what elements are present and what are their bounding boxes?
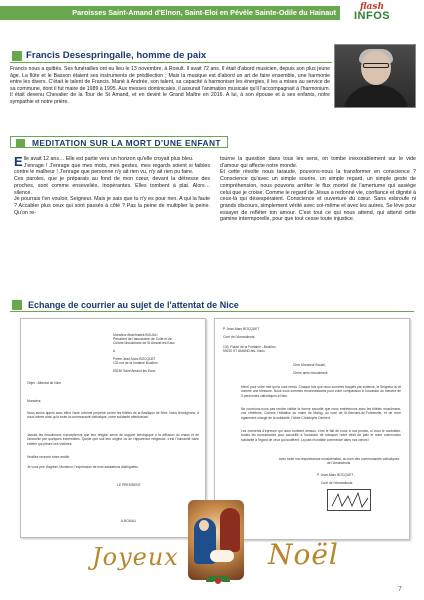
signature-role: LE PRESIDENT	[117, 483, 141, 487]
recipient-line: 59230 Saint Amand les Eaux	[113, 369, 156, 373]
logo-flash-word: flash	[360, 2, 384, 12]
letter-paragraph: Veuillez recevoir notre amitié.	[27, 455, 71, 459]
letter-paragraph: Jamais les musulmans n'accepteront que leur religion serve de support idéologique à la diffusion du chaos et de l'anarchie par quelques extrémistes. Quelle que soit leur origine ou de l'apparence religieuse, c'est l'humanité toute entière qui pleure ces victimes.	[27, 433, 199, 446]
sender-line: P. Jean-Marc BOCQUET	[223, 327, 260, 331]
nativity-joseph	[220, 508, 240, 552]
logo-infos-word: INFOS	[354, 10, 391, 22]
meditation-right-column	[220, 156, 416, 223]
nativity-image	[188, 500, 244, 580]
letter-paragraph: Nous avons appris avec effroi l'acte criminel perpétré contre les fidèles de la Basilique de Nice. Nous témoignons, à vous-même ainsi qu'à toute la communauté catholique, notre solidarité affectueuse.	[27, 411, 199, 420]
section3-underline	[10, 311, 414, 312]
photo-shoulders	[343, 85, 409, 108]
recipient-line: Prêtre Jean-Marc BOCQUET	[113, 357, 156, 361]
signature-role: Curé de l'Amandinois.	[321, 481, 354, 485]
letter-closing: Avec toute ma respectueuse considération, au nom des communautés catholiques de l'Amandinois.	[278, 457, 400, 466]
letter-greeting: Chers amis musulmans,	[293, 371, 329, 375]
meditation-left-column	[14, 156, 210, 216]
letter-paragraph: Merci pour votre mot qui te sont rendu. Chaque fois que nous sommes frappés par violence, le Seigneur la vit comme une blessure. Nous vous sommes reconnaissants pour votre compassion à l'occasion du meurtre de 3 personnes catholiques à Nice.	[241, 385, 401, 398]
sender-line: Monsieur Abdelmalek BOUALI	[113, 333, 158, 337]
signature-name: P. Jean-Marc BOCQUET ,	[317, 473, 356, 477]
section3-square-icon	[12, 300, 22, 310]
meditation-paragraph: Et cette révolte nous taraude, pouvons-nous la transformer en conscience ? Conscience qu'avec un simple sourire, un simple regard, un simple geste de compréhension, nous pouvons arrêter le flux mortel de l'amertume qui assiège celui que je croise. Comme le regard de Jésus a redonné vie, confiance et dignité à ceux-là qui désespéraient. Conscience et ouverture du cœur. Sans esbroufe ni grands discours, simplement vérité avec soi-même et avec les autres. Se lève pour essayer de refléter ton amour. C'est tout ce qui nous attend, qui attend cette gamine intermporelle, pour que tout cesse toute injustice.	[220, 169, 416, 223]
meditation-paragraph: Ces paroles, que je préparais au fond de mon cœur, devant la détresse des proches, sont comme enseveliés, inopérantes. Elles tombent à plat. Alors… silence.	[14, 176, 210, 196]
meditation-paragraph: tourne la question dans tous les sens, on tombe inexorablement sur le vide d'amour qui affecte notre monde.	[220, 156, 416, 169]
section1-title: Francis Desespringalle, homme de paix	[26, 50, 207, 61]
header-title: Paroisses Saint-Amand d'Elnon, Saint-Eloi en Pévèle Sainte-Odile du Hainaut	[72, 8, 336, 17]
holly-icon	[206, 574, 230, 586]
letter-to: A	[113, 349, 116, 353]
section3-title: Echange de courrier au sujet de l'attentat de Nice	[28, 300, 239, 310]
letter-paragraph: Les moments d'épreuve qui nous tombent dessus, c'est le fait de nous à nos jeunes, si vous le souhaitez, toutes les musulmanes pour accueillir à l'occasion de manquer notre désir de paix et notre communion solidarité à l'égard de ceux qui souffrent. La paix mondiale commence dans nos cœurs !	[241, 429, 401, 442]
holly-berry	[215, 578, 221, 584]
letter-paragraph: Ne pourrions-nous pas rendre visible la bonne sécurité que nous entretenons avec les fidèles musulmans, nos chrétiens. Comme l'initiative du maire de Maing, du curé de St-Bernard-de-Fontenelle, et de vivre également chargé de la solidarité, l'Abbé Christophe Dechert.	[241, 407, 401, 420]
portrait-photo	[334, 44, 416, 108]
section1-underline	[10, 62, 332, 63]
recipient-line: 133 rue de la fontaine Bouillon	[113, 361, 158, 365]
page-number: 7	[398, 586, 402, 593]
meditation-paragraph: J'enrage ! J'enrage que mes mots, mes gestes, mes regards soient si faibles contre le malheur ! J'enrage que personne n'y ait rien vu, n'y ait rien pu faire.	[14, 162, 210, 176]
letter-salutation: Monsieur,	[27, 399, 42, 403]
page-header	[0, 0, 424, 26]
section2-title: MEDITATION SUR LA MORT D'UNE ENFANT	[32, 138, 221, 148]
letter-salutation: Cher Monsieur Bouali,	[293, 363, 326, 367]
signature-scribble-icon	[328, 490, 372, 512]
paragraph-text: lle avait 12 ans… Elle est partie vers un horizon qu'elle croyait plus bleu.	[23, 156, 194, 162]
sender-line: Culture Musulmane de St Amand les Eaux	[113, 341, 175, 345]
photo-glasses	[363, 63, 389, 68]
noel-text: Noël	[268, 538, 339, 571]
letter-object: Objet : Attentat de Nice	[27, 381, 61, 385]
flash-infos-logo	[348, 2, 420, 24]
sender-line: Curé de l'Amandinois.	[223, 335, 256, 339]
letter-paragraph: Je vous prie d'agréer, Monsieur, l'expression de mes salutations distinguées.	[27, 465, 139, 469]
nativity-baby	[210, 550, 234, 562]
meditation-paragraph: Je pourrais t'en vouloir, Seigneur. Mais je sais que tu n'y es pour rien. A qui la faute ? Accabler plus ceux qui sont passés à côté ? Pas la peine de multiplier la peine. Qu'on re-	[14, 196, 210, 216]
dropcap: E	[14, 154, 23, 169]
section2-square-icon	[16, 139, 25, 148]
sender-line: Président de l'association de Culte et de	[113, 337, 172, 341]
nativity-mary-face	[199, 520, 209, 531]
section1-body: Francis nous a quittés. Ses funérailles ont eu lieu le 13 novembre, à Rosult. Il avait 72 ans. Il était d'abord musicien, depuis son plus jeune âge. La flûte et le Basson étaient ses instruments de prédilection ; Mais la musique est d'abord un art de faire ensemble, une harmonie entre les divers. C'était le talent de Francis. Marié à Andrée, son talent, sa capacité à harmoniser les énergies, il les a mises au service de sa commune, dont il fut maire de 1989 à 1995. Aux messes dominicales, il assurait l'animation musicale qu'il l'accompagnait à l'harmonium. Il était devenu Chevalier de la Tour de St Amand, et en devint le Grand Maître en 2016. A lui, à son épouse et à ses enfants, notre sympathie et notre prière.	[10, 66, 330, 105]
signature-box	[327, 489, 371, 511]
sender-line: 133, Route de la Fontaine –Bouillon-	[223, 345, 277, 349]
photo-face	[361, 51, 391, 85]
section1-square-icon	[12, 51, 22, 61]
sender-line: 59230 ST AMAND-les- Eaux.	[223, 349, 266, 353]
letter-bouali	[20, 318, 206, 538]
signature-name: A.BOUALI	[121, 519, 137, 523]
joyeux-text: Joyeux	[92, 543, 179, 571]
